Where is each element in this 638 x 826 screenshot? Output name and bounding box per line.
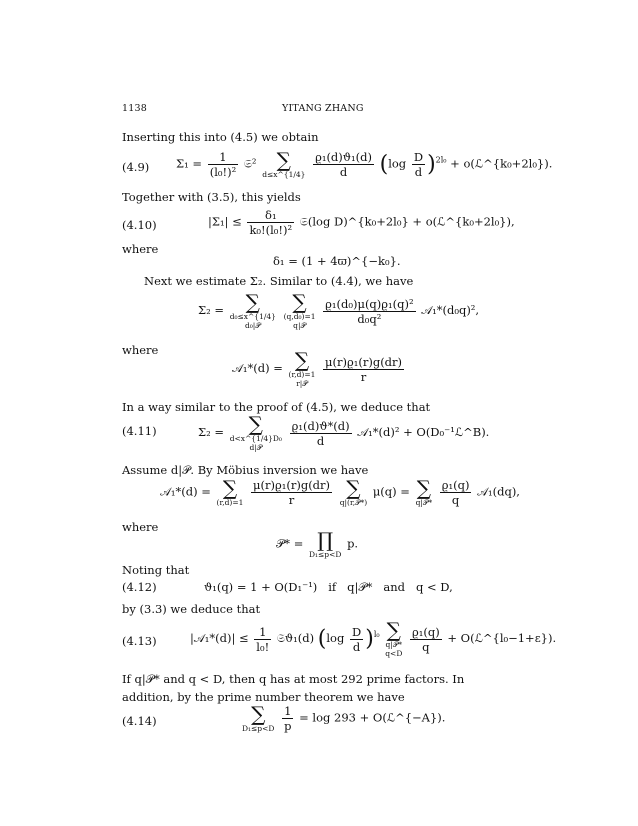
fraction: $\frac{\text{ϱ₁(q)}}{q}$ <box>441 478 470 507</box>
paragraph-10: by (3.3) we deduce that <box>122 602 261 616</box>
sum-operator: ∑ (r,d)=1 r|𝒫 <box>288 348 316 388</box>
running-title: YITANG ZHANG <box>282 103 364 114</box>
equation-body: 𝒜₁*(d) = ∑ (r,d)=1 $\frac{\text{μ(r)ϱ₁(r)g(dr)}}{r}$ ∑ q|(r,𝒫*) μ(q) = ∑ q|𝒫* $\frac{\text{ϱ₁(q)}}{q}$ 𝒜₁(dq), <box>160 476 520 507</box>
sum-operator: ∑ q|𝒫* q<D <box>385 618 403 658</box>
paper-page: 1138 YITANG ZHANG Inserting this into (4.5) we obtain (4.9) Σ₁ = $\frac{1}{\text{(l₀!)²}}$ 𝔖² ∑ d≤x^{1/4} $\frac{\text{ϱ₁(d)ϑ₁(d)}}{d}$ (log $\frac{D}{d}$ )$^{2l_0}$ + o(ℒ^{k₀+2l₀}). Together with (3.5), this yields (4.10) |Σ₁| ≤ $\frac{\text{δ₁}}{\text{k₀!(l₀!)²}}$ 𝔖(log D)^{k₀+2l₀} + o(ℒ^{k₀+2l₀}), where δ₁ = (1 + 4ϖ)^{−k₀}. Next we estimate Σ₂. Similar to (4.4), we have Σ₂ = ∑ d₀≤x^{1/4} d₀|𝒫 ∑ (q,d₀)=1 q|𝒫 $\frac{\text{ϱ₁(d₀)μ(q)ϱ₁(q)²}}{\text{d₀q²}}$ 𝒜₁*(d₀q)², where 𝒜₁*(d) = ∑ (r,d)=1 r|𝒫 $\frac{\text{μ(r)ϱ₁(r)g(dr)}}{r}$ In a way similar to the proof of (4.5), we deduce that (4.11) Σ₂ = ∑ d<x^{1/4}D₀ d|𝒫 $\frac{\text{ϱ₁(d)ϑ*(d)}}{d}$ 𝒜₁*(d)² + O(D₀⁻¹ℒ^B). Assume d|𝒫. By Möbius inversion we have 𝒜₁*(d) = ∑ (r,d)=1 $\frac{\text{μ(r)ϱ₁(r)g(dr)}}{r}$ ∑ q|(r,𝒫*) μ(q) = ∑ q|𝒫* $\frac{\text{ϱ₁(q)}}{q}$ 𝒜₁(dq), where 𝒫* = ∏ D₁≤p<D p. Noting that (4.12) ϑ₁(q) = 1 + O(D₁⁻¹) if q|𝒫* and q < D, by (3.3) we deduce that (4.13) |𝒜₁*(d)| ≤ $\frac{1}{\text{l₀!}}$ 𝔖ϑ₁(d) (log $\frac{D}{d}$ )$^{l_0}$ ∑ q|𝒫* q<D $\frac{\text{ϱ₁(q)}}{q}$ + O(ℒ^{l₀−1+ε}). If q|𝒫* and q < D, then q has at most 292 prime factors. In addition, by the prime number theorem we have (4.14) ∑ D₁≤p<D $\frac{1}{p}$ = log 293 + O(ℒ^{−A}). <box>122 103 557 733</box>
equation-body: ∑ D₁≤p<D $\frac{1}{p}$ = log 293 + O(ℒ^{−A}). <box>242 702 446 733</box>
fraction: $\frac{\text{ϱ₁(q)}}{q}$ <box>412 624 440 654</box>
equation-body: 𝒫* = ∏ D₁≤p<D p. <box>276 528 359 559</box>
page-number: 1138 <box>122 103 147 114</box>
sum-operator: ∑ D₁≤p<D <box>242 702 275 733</box>
sum-operator: ∑ (r,d)=1 <box>216 476 244 507</box>
paragraph-1: Inserting this into (4.5) we obtain <box>122 130 319 144</box>
equation-body: |𝒜₁*(d)| ≤ $\frac{1}{\text{l₀!}}$ 𝔖ϑ₁(d) (log $\frac{D}{d}$ )$^{l_0}$ ∑ q|𝒫* q<D $\frac{\text{ϱ₁(q)}}{q}$ + O(ℒ^{l₀−1+ε}). <box>190 618 557 658</box>
sum-operator: ∑ q|𝒫* <box>415 476 433 507</box>
fraction: $\frac{D}{d}$ <box>351 624 362 654</box>
paragraph-7: Assume d|𝒫. By Möbius inversion we have <box>122 463 369 477</box>
sum-operator: ∑ q|(r,𝒫*) <box>339 476 368 507</box>
equation-body: |Σ₁| ≤ $\frac{\text{δ₁}}{\text{k₀!(l₀!)²}}$ 𝔖(log D)^{k₀+2l₀} + o(ℒ^{k₀+2l₀}), <box>208 208 515 237</box>
fraction: $\frac{\text{μ(r)ϱ₁(r)g(dr)}}{r}$ <box>253 478 331 507</box>
equation-number: (4.12) <box>122 580 157 594</box>
paragraph-8: where <box>122 520 159 534</box>
equation-number: (4.10) <box>122 218 157 232</box>
equation-number: (4.13) <box>122 634 157 648</box>
sum-operator: ∑ d₀≤x^{1/4} d₀|𝒫 <box>229 290 276 330</box>
equation-number: (4.9) <box>122 160 150 174</box>
equation-number: (4.11) <box>122 424 157 438</box>
equation-body: 𝒜₁*(d) = ∑ (r,d)=1 r|𝒫 $\frac{\text{μ(r)ϱ₁(r)g(dr)}}{r}$ <box>232 348 403 388</box>
fraction: $\frac{1}{\text{(l₀!)²}}$ <box>209 150 237 179</box>
equation-body: ϑ₁(q) = 1 + O(D₁⁻¹) if q|𝒫* and q < D, <box>204 580 453 594</box>
paragraph-11: If q|𝒫* and q < D, then q has at most 292 prime factors. In addition, by the prime number theorem we have <box>122 672 465 704</box>
fraction: $\frac{\text{μ(r)ϱ₁(r)g(dr)}}{r}$ <box>325 354 403 384</box>
paragraph-6: In a way similar to the proof of (4.5), we deduce that <box>122 400 431 414</box>
fraction: $\frac{D}{d}$ <box>413 150 424 179</box>
fraction: $\frac{\text{δ₁}}{\text{k₀!(l₀!)²}}$ <box>249 208 293 237</box>
equation-body: Σ₁ = $\frac{1}{\text{(l₀!)²}}$ 𝔖² ∑ d≤x^{1/4} $\frac{\text{ϱ₁(d)ϑ₁(d)}}{d}$ (log $\frac{D}{d}$ )$^{2l_0}$ + o(ℒ^{k₀+2l₀}). <box>176 148 553 179</box>
sum-operator: ∑ (q,d₀)=1 q|𝒫 <box>283 290 316 330</box>
paragraph-2: Together with (3.5), this yields <box>122 190 301 204</box>
paragraph-4: Next we estimate Σ₂. Similar to (4.4), we have <box>144 274 414 288</box>
equation-body: Σ₂ = ∑ d₀≤x^{1/4} d₀|𝒫 ∑ (q,d₀)=1 q|𝒫 $\frac{\text{ϱ₁(d₀)μ(q)ϱ₁(q)²}}{\text{d₀q²}}$ 𝒜₁*(d₀q)², <box>198 290 480 330</box>
fraction: $\frac{\text{ϱ₁(d₀)μ(q)ϱ₁(q)²}}{\text{d₀q²}}$ <box>325 296 414 326</box>
fraction: $\frac{1}{p}$ <box>284 704 292 733</box>
equation-body: Σ₂ = ∑ d<x^{1/4}D₀ d|𝒫 $\frac{\text{ϱ₁(d)ϑ*(d)}}{d}$ 𝒜₁*(d)² + O(D₀⁻¹ℒ^B). <box>198 412 490 452</box>
paragraph-9: Noting that <box>122 563 190 577</box>
sum-operator: ∑ d<x^{1/4}D₀ d|𝒫 <box>229 412 282 452</box>
equation-number: (4.14) <box>122 714 157 728</box>
paragraph-5: where <box>122 343 159 357</box>
fraction: $\frac{1}{\text{l₀!}}$ <box>256 624 270 654</box>
fraction: $\frac{\text{ϱ₁(d)ϑ₁(d)}}{d}$ <box>315 150 372 179</box>
sum-operator: ∑ d≤x^{1/4} <box>262 148 306 179</box>
fraction: $\frac{\text{ϱ₁(d)ϑ*(d)}}{d}$ <box>291 418 350 448</box>
product-operator: ∏ D₁≤p<D <box>309 528 342 559</box>
paragraph-3: where <box>122 242 159 256</box>
